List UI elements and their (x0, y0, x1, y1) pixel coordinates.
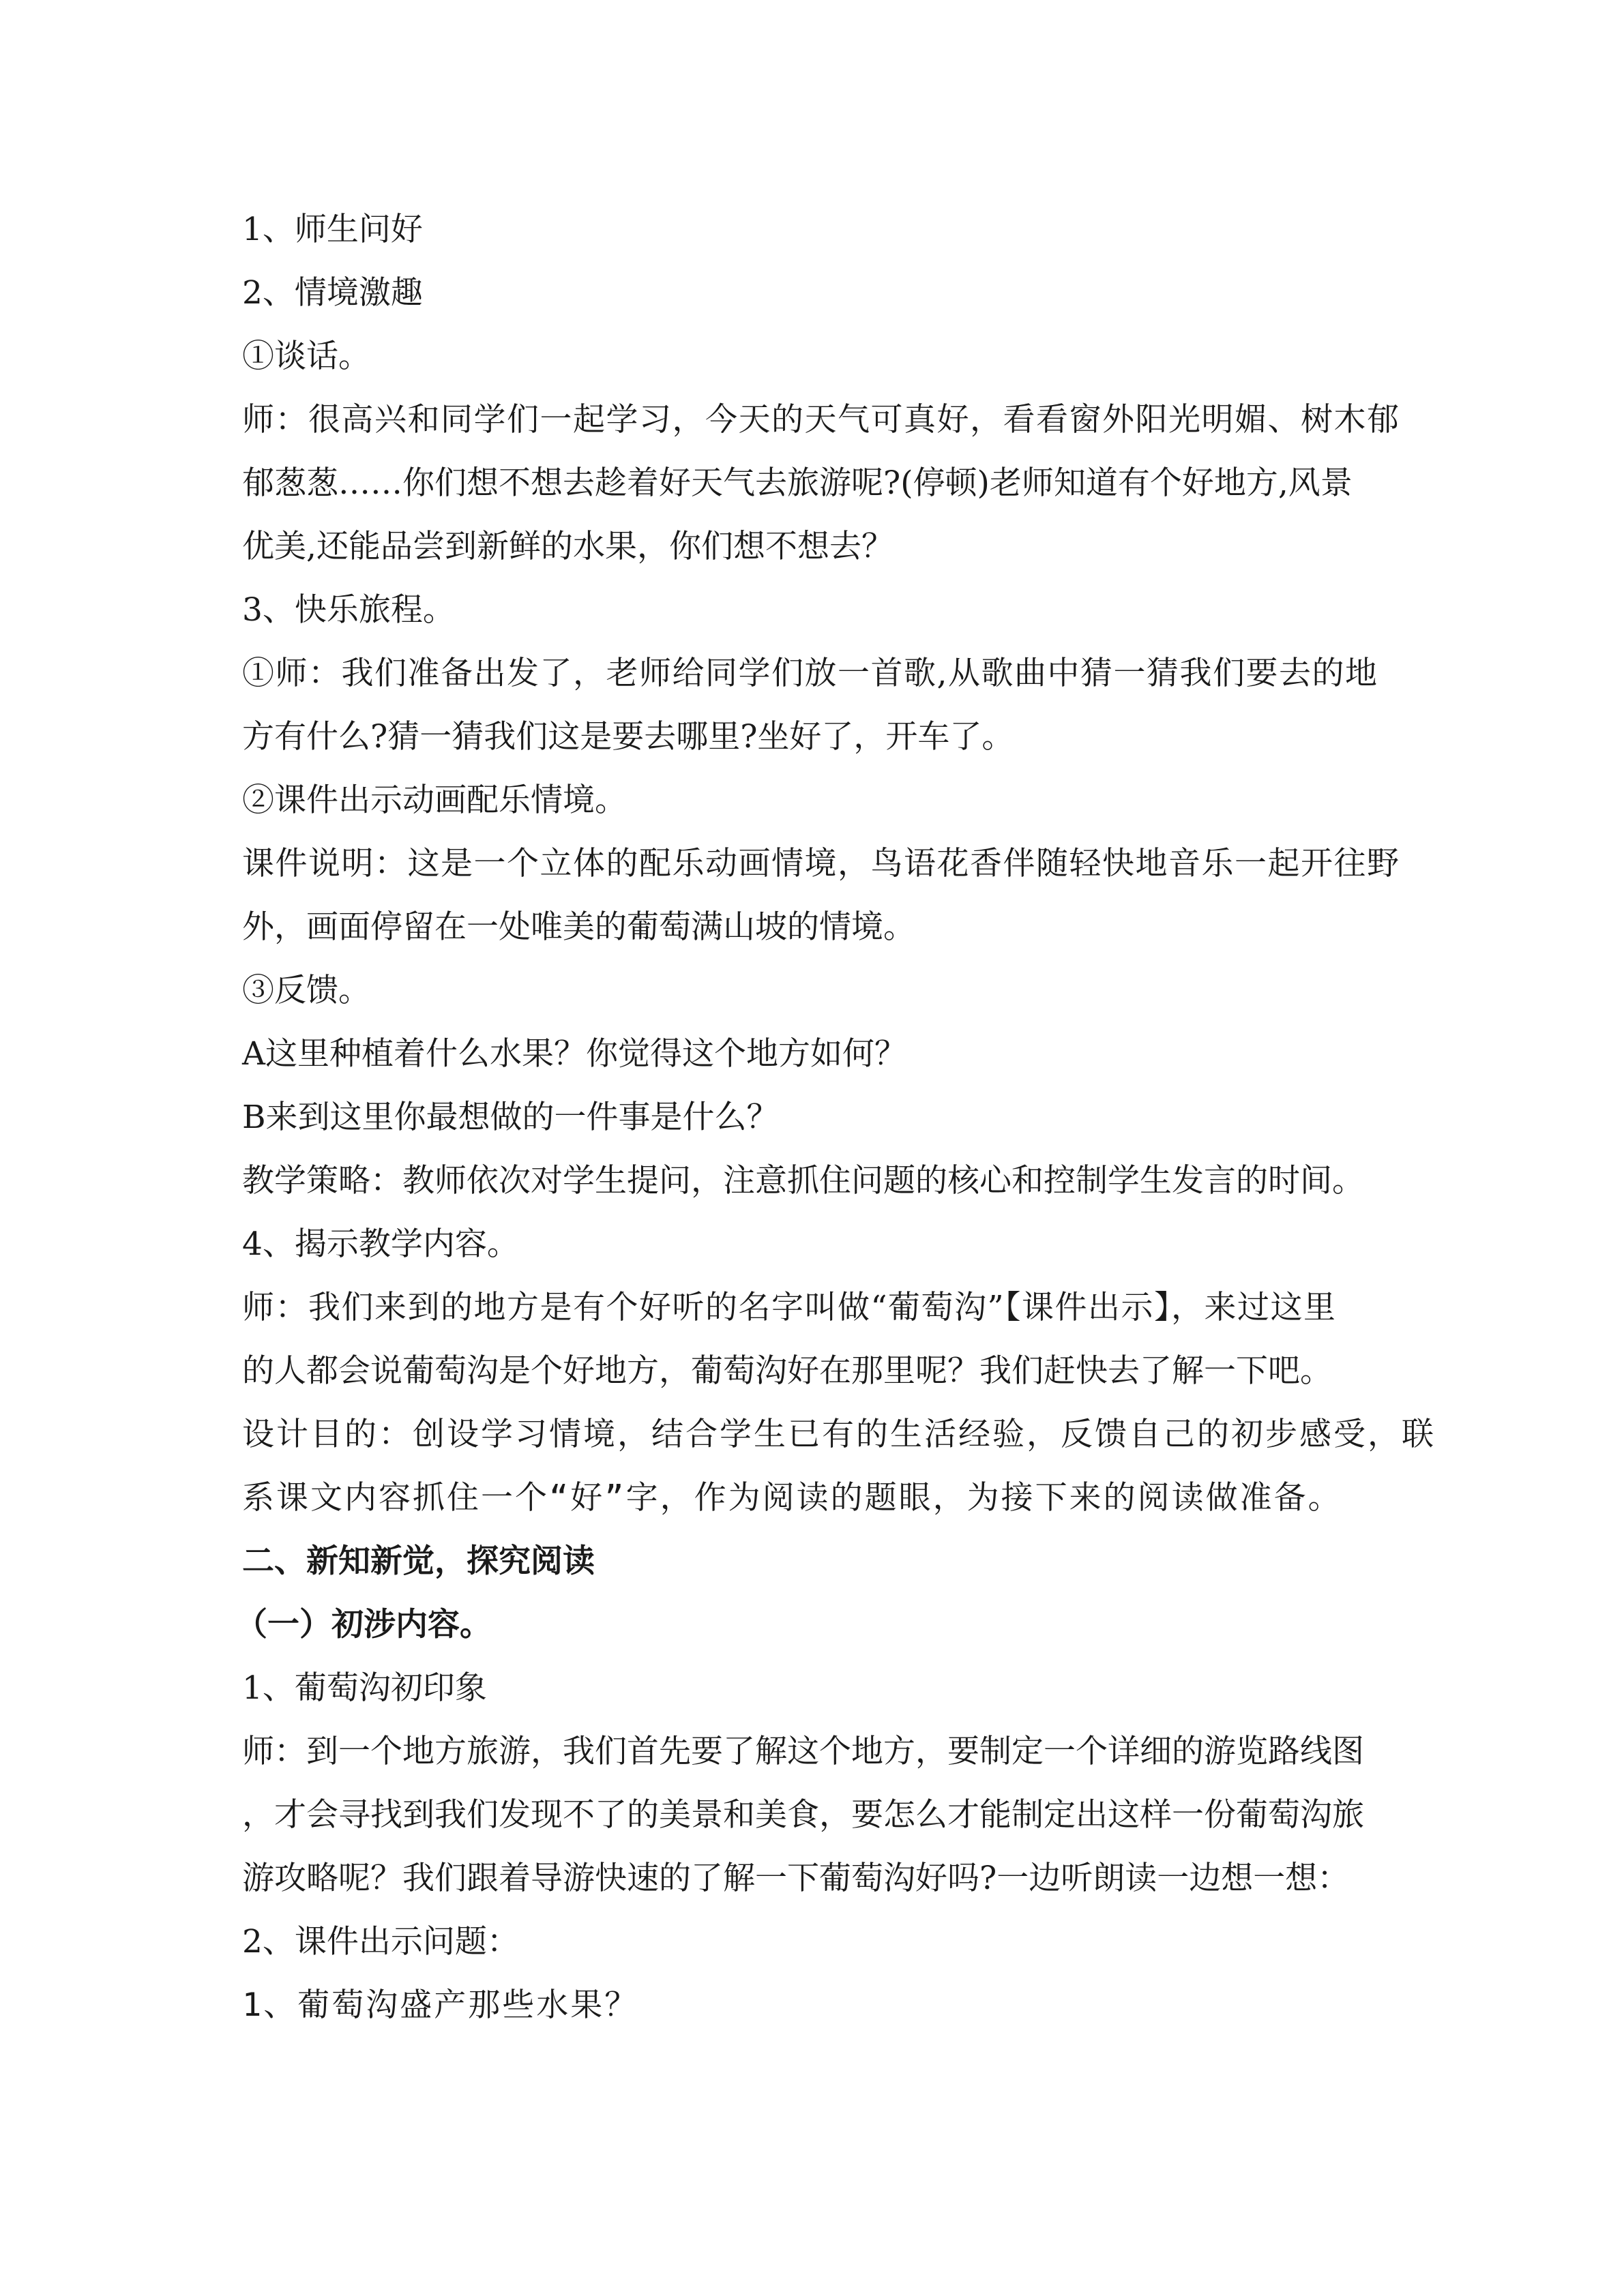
paragraph-line: 方有什么?猜一猜我们这是要去哪里?坐好了，开车了。 (242, 718, 1014, 756)
subsection-heading: （一）初涉内容。 (235, 1606, 492, 1643)
line-feedback: ③反馈。 (242, 972, 370, 1009)
design-purpose-line: 系课文内容抓住一个“好”字，作为阅读的题眼，为接下来的阅读做准备。 (242, 1479, 1342, 1517)
question-line: 1、葡萄沟盛产那些水果？ (242, 1986, 639, 2024)
paragraph-line: 郁葱葱……你们想不想去趁着好天气去旅游呢?(停顿)老师知道有个好地方,风景 (242, 464, 1353, 502)
question-line: A这里种植着什么水果？你觉得这个地方如何？ (242, 1035, 906, 1073)
paragraph-line: ②课件出示动画配乐情境。 (242, 781, 627, 819)
question-line: B来到这里你最想做的一件事是什么？ (242, 1099, 779, 1136)
paragraph-line: 的人都会说葡萄沟是个好地方，葡萄沟好在那里呢？我们赶快去了解一下吧。 (242, 1352, 1332, 1390)
paragraph-line: 优美,还能品尝到新鲜的水果，你们想不想去？ (242, 528, 894, 565)
paragraph-line: 师：很高兴和同学们一起学习，今天的天气可真好，看看窗外阳光明媚、树木郁 (242, 401, 1400, 438)
line-greeting: 1、师生问好 (242, 211, 423, 248)
line-talk: ①谈话。 (242, 338, 370, 375)
paragraph-line: ①师：我们准备出发了，老师给同学们放一首歌,从歌曲中猜一猜我们要去的地 (242, 655, 1378, 692)
line-happy-trip: 3、快乐旅程。 (242, 591, 455, 629)
paragraph-line: 外，画面停留在一处唯美的葡萄满山坡的情境。 (242, 908, 915, 946)
paragraph-line: 师：到一个地方旅游，我们首先要了解这个地方，要制定一个详细的游览路线图 (242, 1733, 1364, 1770)
line-first-impression: 1、葡萄沟初印象 (242, 1669, 487, 1707)
paragraph-line: 教学策略：教师依次对学生提问，注意抓住问题的核心和控制学生发言的时间。 (242, 1162, 1364, 1199)
line-show-questions: 2、课件出示问题： (242, 1923, 519, 1960)
line-reveal-content: 4、揭示教学内容。 (242, 1225, 519, 1263)
line-situation: 2、情境激趣 (242, 274, 423, 312)
paragraph-line: 师：我们来到的地方是有个好听的名字叫做“葡萄沟”【课件出示】，来过这里 (242, 1289, 1337, 1326)
section-heading: 二、新知新觉，探究阅读 (242, 1542, 595, 1580)
paragraph-line: 课件说明：这是一个立体的配乐动画情境，鸟语花香伴随轻快地音乐一起开往野 (242, 845, 1400, 882)
design-purpose-line: 设计目的：创设学习情境，结合学生已有的生活经验，反馈自己的初步感受，联 (242, 1416, 1436, 1453)
paragraph-line: 游攻略呢？我们跟着导游快速的了解一下葡萄沟好吗?一边听朗读一边想一想： (242, 1860, 1350, 1897)
paragraph-line: ，才会寻找到我们发现不了的美景和美食，要怎么才能制定出这样一份葡萄沟旅 (242, 1796, 1364, 1834)
